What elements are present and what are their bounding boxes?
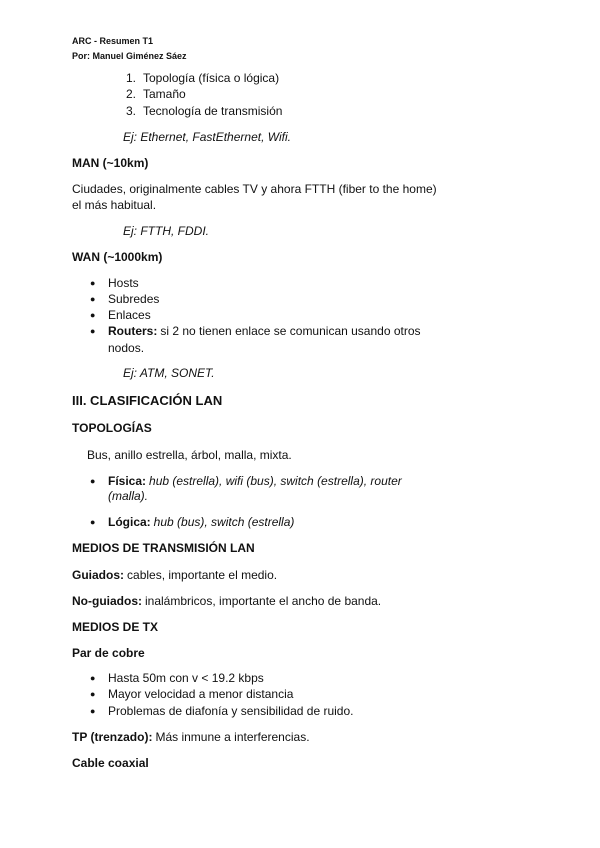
guiados-text: cables, importante el medio.	[127, 568, 278, 582]
tp-line	[72, 730, 310, 744]
list-item: Problemas de diafonía y sensibilidad de ruido.	[108, 704, 354, 718]
bullet-icon: ●	[90, 689, 96, 699]
lan-example: Ej: Ethernet, FastEthernet, Wifi.	[123, 130, 291, 144]
guiados-label: Guiados:	[72, 568, 125, 582]
logica-label: Lógica:	[108, 515, 151, 529]
list-item: Hasta 50m con v < 19.2 kbps	[108, 671, 264, 685]
document-author: Por: Manuel Giménez Sáez	[72, 51, 187, 61]
fisica-text-cont: (malla).	[108, 489, 149, 503]
logica-item	[108, 515, 294, 529]
list-item: Subredes	[108, 292, 160, 306]
list-item: Tecnología de transmisión	[143, 104, 283, 118]
section-heading: III. CLASIFICACIÓN LAN	[72, 393, 223, 408]
routers-label: Routers:	[108, 324, 158, 338]
wan-example: Ej: ATM, SONET.	[123, 366, 215, 380]
tp-text: Más inmune a interferencias.	[155, 730, 310, 744]
document-title: ARC - Resumen T1	[72, 36, 154, 46]
man-heading: MAN (~10km)	[72, 156, 149, 170]
list-number: 2.	[125, 87, 136, 101]
fisica-item	[108, 474, 402, 488]
bullet-icon: ●	[90, 673, 96, 683]
list-item: Hosts	[108, 276, 139, 290]
bullet-icon: ●	[90, 310, 96, 320]
bullet-icon: ●	[90, 517, 96, 527]
list-item: Tamaño	[143, 87, 186, 101]
routers-item	[108, 324, 421, 338]
man-description: Ciudades, originalmente cables TV y ahora FTTH (fiber to the home)	[72, 182, 437, 196]
fisica-text: hub (estrella), wifi (bus), switch (estrella), router	[149, 474, 402, 488]
bullet-icon: ●	[90, 294, 96, 304]
tp-label: TP (trenzado):	[72, 730, 153, 744]
guiados-line	[72, 568, 277, 582]
list-item: Enlaces	[108, 308, 151, 322]
wan-heading: WAN (~1000km)	[72, 250, 163, 264]
topologias-summary: Bus, anillo estrella, árbol, malla, mixta.	[87, 448, 292, 462]
noguiados-text: inalámbricos, importante el ancho de banda.	[145, 594, 382, 608]
man-example: Ej: FTTH, FDDI.	[123, 224, 209, 238]
list-number: 1.	[125, 71, 136, 85]
par-cobre-heading: Par de cobre	[72, 646, 145, 660]
topologias-heading: TOPOLOGÍAS	[72, 421, 152, 435]
fisica-label: Física:	[108, 474, 147, 488]
list-number: 3.	[125, 104, 136, 118]
coaxial-heading: Cable coaxial	[72, 756, 149, 770]
medios-lan-heading: MEDIOS DE TRANSMISIÓN LAN	[72, 541, 255, 555]
list-item: Mayor velocidad a menor distancia	[108, 687, 294, 701]
routers-text-cont: nodos.	[108, 341, 145, 355]
noguiados-line	[72, 594, 381, 608]
bullet-icon: ●	[90, 326, 96, 336]
medios-tx-heading: MEDIOS DE TX	[72, 620, 159, 634]
list-item: Topología (física o lógica)	[143, 71, 280, 85]
bullet-icon: ●	[90, 278, 96, 288]
bullet-icon: ●	[90, 476, 96, 486]
logica-text: hub (bus), switch (estrella)	[153, 515, 295, 529]
routers-text: si 2 no tienen enlace se comunican usando otros	[160, 324, 421, 338]
noguiados-label: No-guiados:	[72, 594, 142, 608]
man-description-cont: el más habitual.	[72, 198, 157, 212]
bullet-icon: ●	[90, 706, 96, 716]
